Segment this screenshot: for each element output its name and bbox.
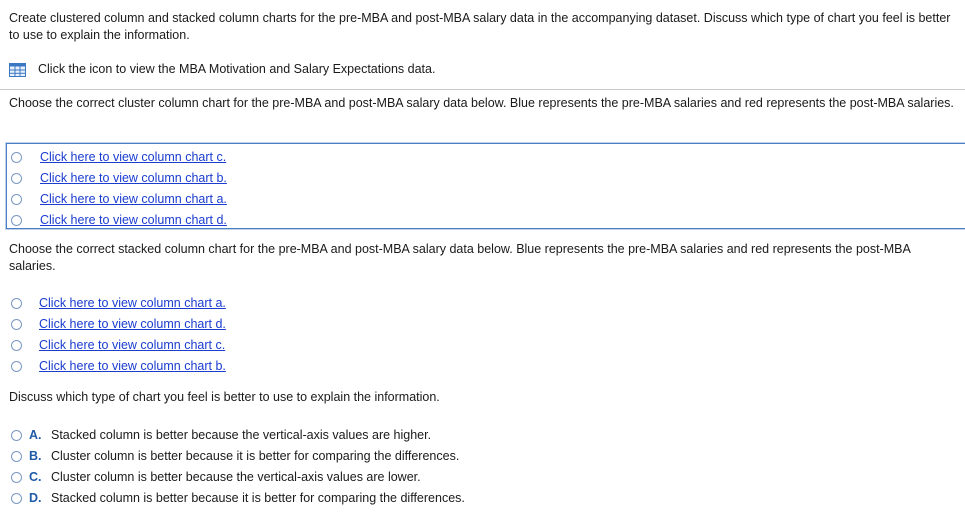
question-1-prompt: Choose the correct cluster column chart for the pre-MBA and post-MBA salary data below. Blue represents the pre-MBA salaries and red represents the post-MBA salaries. (9, 96, 954, 110)
q3-option-b-letter: B. (29, 449, 42, 463)
radio-button[interactable] (11, 194, 22, 205)
radio-button[interactable] (11, 298, 22, 309)
q3-option-d[interactable] (11, 489, 465, 507)
radio-button[interactable] (11, 361, 22, 372)
radio-button[interactable] (11, 215, 22, 226)
q3-option-a[interactable] (11, 426, 431, 444)
q2-option-2-link[interactable]: Click here to view column chart d. (39, 317, 226, 331)
q1-option-2-link[interactable]: Click here to view column chart b. (40, 171, 227, 185)
radio-button[interactable] (11, 430, 22, 441)
question-intro: Create clustered column and stacked column charts for the pre-MBA and post-MBA salary data in the accompanying dataset. Discuss which type of chart you feel is better to use to explain the information. (9, 11, 951, 42)
view-data-row (9, 61, 435, 78)
q3-option-c-letter: C. (29, 470, 42, 484)
q3-option-a-letter: A. (29, 428, 42, 442)
q3-option-c-text[interactable]: Cluster column is better because the vertical-axis values are lower. (51, 470, 421, 484)
q3-option-d-text[interactable]: Stacked column is better because it is better for comparing the differences. (51, 491, 465, 505)
q2-option-2[interactable] (11, 315, 226, 333)
q2-option-1[interactable] (11, 294, 226, 312)
q3-option-a-text[interactable]: Stacked column is better because the vertical-axis values are higher. (51, 428, 432, 442)
view-data-text: Click the icon to view the MBA Motivation and Salary Expectations data. (38, 62, 436, 76)
q1-option-3-link[interactable]: Click here to view column chart a. (40, 192, 227, 206)
q3-option-b-text[interactable]: Cluster column is better because it is better for comparing the differences. (51, 449, 460, 463)
q3-option-c[interactable] (11, 468, 421, 486)
q1-option-1[interactable] (11, 148, 226, 166)
radio-button[interactable] (11, 451, 22, 462)
q2-option-1-link[interactable]: Click here to view column chart a. (39, 296, 226, 310)
radio-button[interactable] (11, 340, 22, 351)
q2-option-4-link[interactable]: Click here to view column chart b. (39, 359, 226, 373)
data-table-icon[interactable] (9, 63, 26, 77)
q1-option-4[interactable] (11, 211, 227, 229)
question-3-prompt: Discuss which type of chart you feel is better to use to explain the information. (9, 390, 440, 404)
q1-option-3[interactable] (11, 190, 227, 208)
question-2-prompt: Choose the correct stacked column chart for the pre-MBA and post-MBA salary data below. Blue represents the pre-MBA salaries and red represents the post-MBA salaries. (9, 242, 911, 273)
q1-option-2[interactable] (11, 169, 227, 187)
q2-option-4[interactable] (11, 357, 226, 375)
radio-button[interactable] (11, 472, 22, 483)
radio-button[interactable] (11, 152, 22, 163)
section-divider (0, 89, 965, 90)
q1-option-1-link[interactable]: Click here to view column chart c. (40, 150, 227, 164)
radio-button[interactable] (11, 173, 22, 184)
q1-option-4-link[interactable]: Click here to view column chart d. (40, 213, 227, 227)
radio-button[interactable] (11, 319, 22, 330)
q2-option-3-link[interactable]: Click here to view column chart c. (39, 338, 226, 352)
radio-button[interactable] (11, 493, 22, 504)
q3-option-b[interactable] (11, 447, 459, 465)
q2-option-3[interactable] (11, 336, 225, 354)
q3-option-d-letter: D. (29, 491, 42, 505)
